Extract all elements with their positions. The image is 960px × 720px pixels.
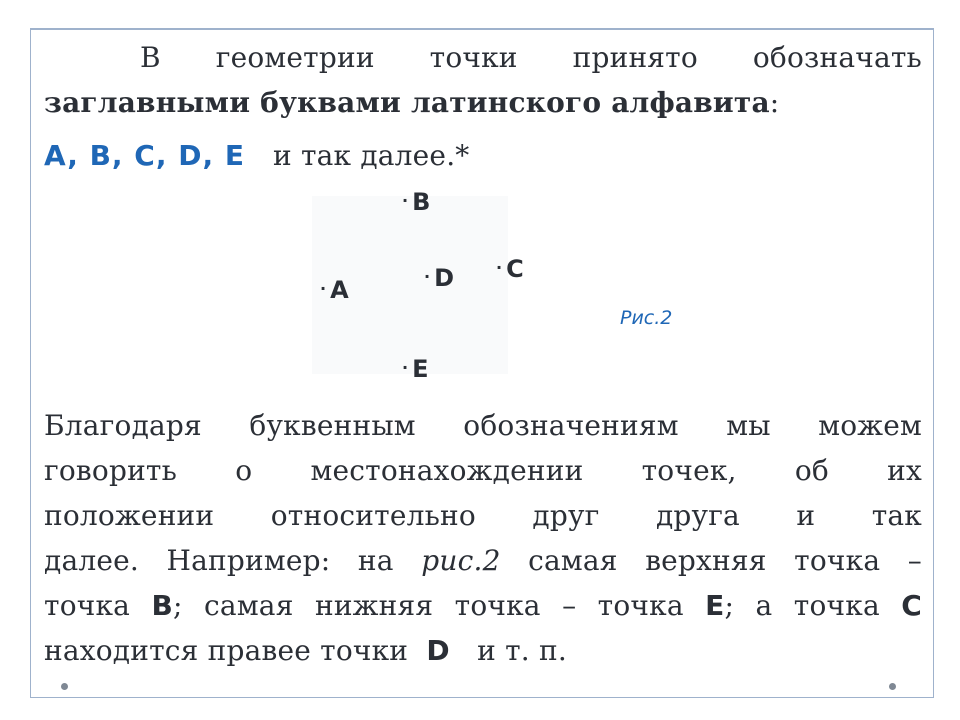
point-B	[402, 188, 430, 216]
body-line-1	[44, 403, 922, 448]
letters-tail: и так далее.*	[273, 139, 470, 172]
body-line-5	[44, 583, 922, 628]
point-D	[424, 264, 454, 292]
figure-reference: рис.2	[421, 544, 501, 577]
body-line-6-c: и т. п.	[477, 634, 567, 667]
body-line-5-c: ; самая нижняя точка – точка	[173, 589, 684, 622]
body-line-6	[44, 628, 922, 673]
intro-line-1-text: В геометрии точки принято обозначать	[140, 41, 922, 74]
point-D-label: D	[434, 264, 454, 292]
symbol-B: B	[151, 589, 174, 622]
corner-dot-right	[889, 683, 896, 690]
body-line-2	[44, 448, 922, 493]
body-line-4	[44, 538, 922, 583]
body-line-3	[44, 493, 922, 538]
intro-colon: :	[769, 86, 780, 119]
point-A-label: A	[330, 276, 349, 304]
top-rule	[30, 28, 934, 30]
figure-caption: Рис.2	[620, 307, 673, 329]
point-D-dot: ·	[424, 267, 431, 286]
symbol-D: D	[426, 634, 450, 667]
body-line-5-e: ; а точка	[724, 589, 880, 622]
letters-list: A, B, C, D, E	[44, 139, 245, 172]
point-C	[496, 255, 524, 283]
point-A-dot: ·	[320, 279, 327, 298]
corner-dot-left	[61, 683, 68, 690]
body-paragraph	[44, 403, 922, 673]
intro-bold-phrase: заглавными буквами латинского алфавита	[44, 86, 770, 119]
point-B-label: B	[412, 188, 431, 216]
point-A	[320, 276, 349, 304]
point-E-label: E	[412, 355, 429, 383]
point-E	[402, 355, 428, 383]
intro-line-1	[44, 35, 922, 80]
body-line-5-a: точка	[44, 589, 131, 622]
body-line-4-end: самая верхняя точка –	[528, 544, 922, 577]
symbol-C: C	[901, 589, 922, 622]
body-line-6-a: находится правее точки	[44, 634, 409, 667]
point-C-dot: ·	[496, 258, 503, 277]
symbol-E: E	[705, 589, 725, 622]
body-line-3-text: положении относительно друг друга и так	[44, 499, 922, 532]
body-line-1-text: Благодаря буквенным обозначениям мы можем	[44, 409, 922, 442]
point-E-dot: ·	[402, 358, 409, 377]
body-line-2-text: говорить о местонахождении точек, об их	[44, 454, 922, 487]
intro-line-3	[44, 133, 922, 178]
intro-line-2	[44, 80, 922, 125]
point-B-dot: ·	[402, 191, 409, 210]
intro-paragraph	[44, 35, 922, 178]
point-C-label: C	[506, 255, 524, 283]
body-line-4-start: далее. Например: на	[44, 544, 394, 577]
